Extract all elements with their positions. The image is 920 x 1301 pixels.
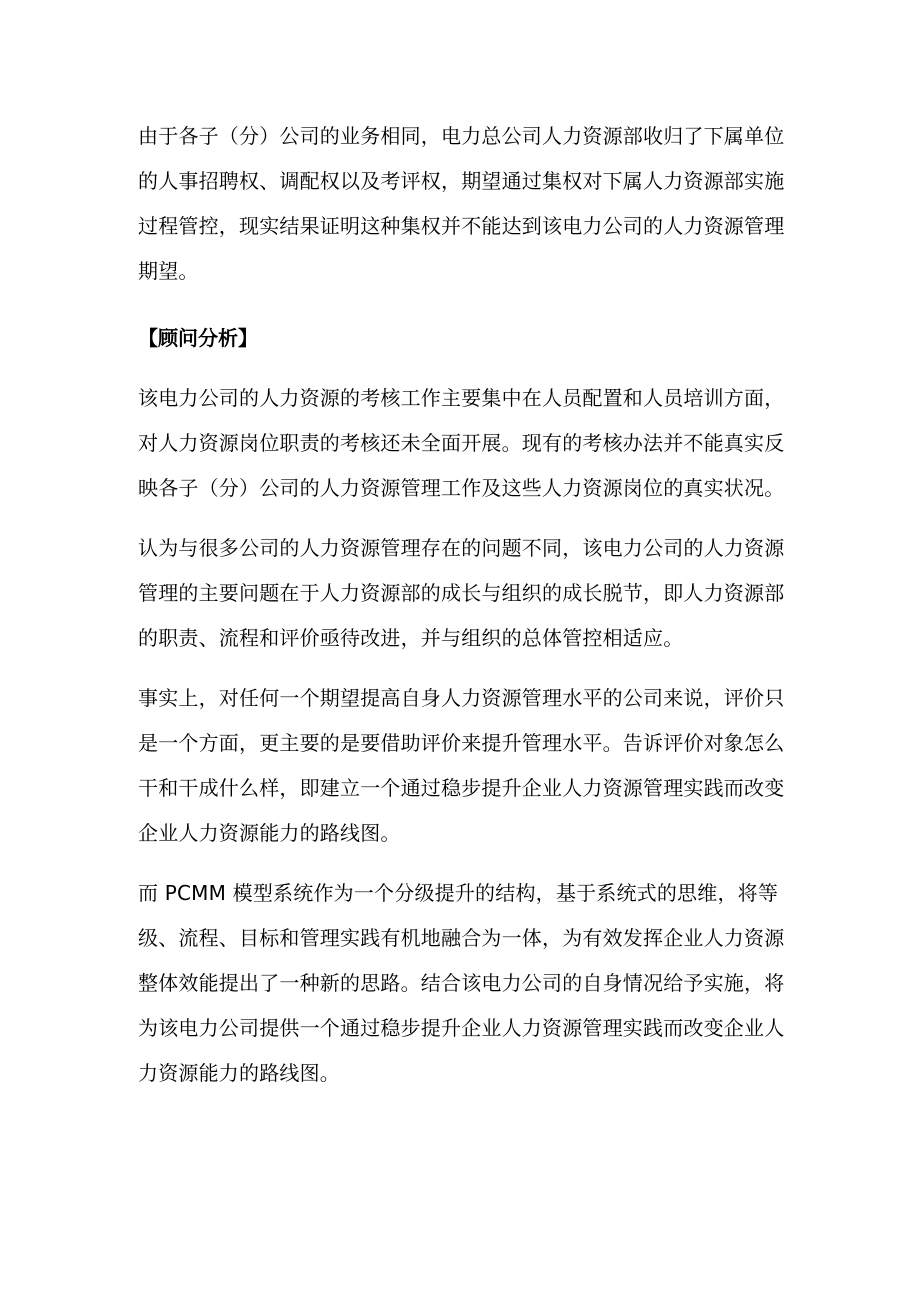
paragraph-line: 认为与很多公司的人力资源管理存在的问题不同，该电力公司的人力资源 (138, 536, 785, 560)
paragraph-line: 的人事招聘权、调配权以及考评权，期望通过集权对下属人力资源部实施 (138, 169, 785, 193)
paragraph-line: 事实上，对任何一个期望提高自身人力资源管理水平的公司来说，评价只 (138, 686, 785, 710)
paragraph-line: 是一个方面，更主要的是要借助评价来提升管理水平。告诉评价对象怎么 (138, 731, 785, 755)
paragraph-line: 企业人力资源能力的路线图。 (138, 821, 401, 845)
paragraph-line: 由于各子（分）公司的业务相同，电力总公司人力资源部收归了下属单位 (138, 124, 785, 148)
section-heading: 【顾问分析】 (138, 326, 258, 350)
paragraph-line: 为该电力公司提供一个通过稳步提升企业人力资源管理实践而改变企业人 (138, 1016, 785, 1040)
paragraph-line: 管理的主要问题在于人力资源部的成长与组织的成长脱节，即人力资源部 (138, 581, 785, 605)
paragraph-3 (138, 526, 798, 661)
paragraph-line: 过程管控，现实结果证明这种集权并不能达到该电力公司的人力资源管理 (138, 214, 785, 238)
paragraph-line: 的职责、流程和评价亟待改进，并与组织的总体管控相适应。 (138, 626, 684, 650)
paragraph-2 (138, 376, 798, 511)
paragraph-line: 而 PCMM 模型系统作为一个分级提升的结构，基于系统式的思维，将等 (138, 881, 779, 905)
paragraph-line: 期望。 (138, 259, 199, 283)
document-body (138, 114, 798, 1096)
paragraph-line: 级、流程、目标和管理实践有机地融合为一体，为有效发挥企业人力资源 (138, 926, 785, 950)
paragraph-1 (138, 114, 798, 294)
paragraph-line: 对人力资源岗位职责的考核还未全面开展。现有的考核办法并不能真实反 (138, 431, 785, 455)
paragraph-5 (138, 871, 798, 1096)
paragraph-line: 映各子（分）公司的人力资源管理工作及这些人力资源岗位的真实状况。 (138, 476, 785, 500)
paragraph-line: 该电力公司的人力资源的考核工作主要集中在人员配置和人员培训方面， (138, 386, 785, 410)
paragraph-4 (138, 676, 798, 856)
paragraph-line: 整体效能提出了一种新的思路。结合该电力公司的自身情况给予实施，将 (138, 971, 785, 995)
paragraph-line: 干和干成什么样，即建立一个通过稳步提升企业人力资源管理实践而改变 (138, 776, 785, 800)
paragraph-line: 力资源能力的路线图。 (138, 1061, 340, 1085)
